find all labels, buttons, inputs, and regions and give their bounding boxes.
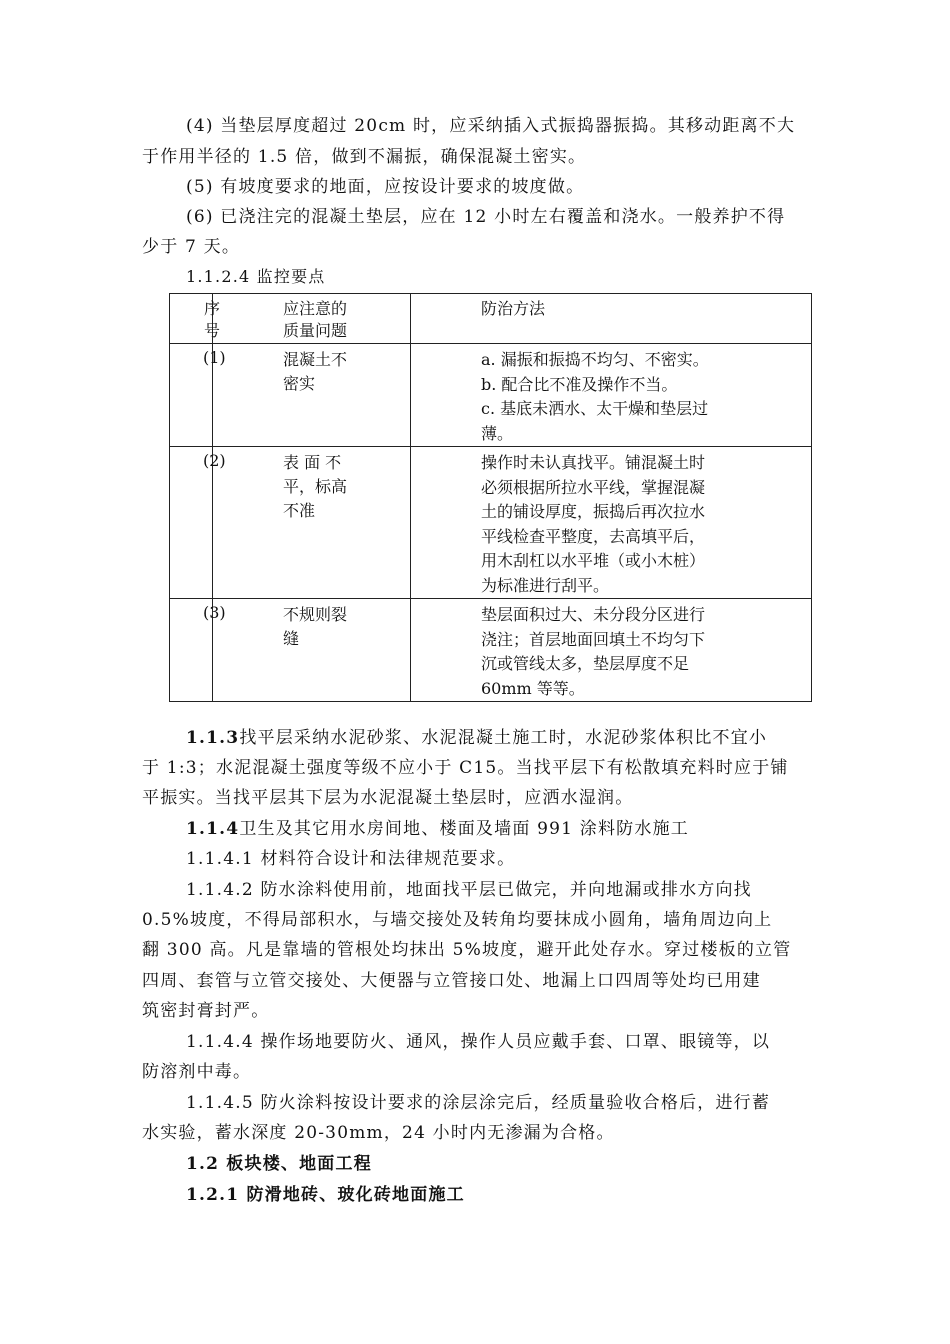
header-method: 防治方法 (481, 299, 546, 318)
section-1145-line: 水实验，蓄水深度 20-30mm，24 小时内无渗漏为合格。 (142, 1123, 615, 1143)
section-1142-line: 0.5%坡度，不得局部积水，与墙交接处及转角均要抹成小圆角，墙角周边向上 (142, 910, 773, 930)
section-1142-line: 筑密封膏封严。 (142, 1001, 270, 1021)
issue-line: 密实 (283, 374, 316, 393)
issue-line: 缝 (283, 629, 300, 648)
table-header-row (170, 294, 812, 344)
method-line: 为标准进行刮平。 (481, 575, 610, 595)
row-number: (1) (203, 348, 226, 367)
method-line: 土的铺设厚度，振捣后再次拉水 (481, 502, 706, 521)
section-113-line: 1.1.3找平层采纳水泥砂浆、水泥混凝土施工时，水泥砂浆体积比不宜小 (186, 728, 768, 748)
issue-line: 不准 (283, 501, 316, 520)
table-row (170, 447, 812, 599)
row-number: (3) (203, 603, 226, 622)
section-1142-line: 四周、套管与立管交接处、大便器与立管接口处、地漏上口四周等处均已用建 (142, 971, 761, 991)
section-1144-line: 1.1.4.4 操作场地要防火、通风，操作人员应戴手套、口罩、眼镜等，以 (186, 1032, 771, 1052)
method-line: 操作时未认真找平。铺混凝土时 (481, 453, 706, 472)
method-line: 60mm 等等。 (481, 678, 585, 698)
method-line: 浇注；首层地面回填土不均匀下 (481, 629, 706, 649)
section-heading-1124: 1.1.2.4 监控要点 (186, 267, 326, 286)
method-line: 平线检查平整度，去高填平后， (481, 526, 706, 546)
table-row (170, 344, 812, 447)
paragraph-line: (4) 当垫层厚度超过 20cm 时，应采纳插入式振捣器振捣。其移动距离不大 (186, 116, 796, 136)
paragraph-line: 于作用半径的 1.5 倍，做到不漏振，确保混凝土密实。 (142, 147, 587, 167)
paragraph-line: (6) 已浇注完的混凝土垫层，应在 12 小时左右覆盖和浇水。一般养护不得 (186, 207, 786, 227)
section-1142-line: 翻 300 高。凡是靠墙的管根处均抹出 5%坡度，避开此处存水。穿过楼板的立管 (142, 940, 792, 960)
method-line: 垫层面积过大、未分段分区进行 (481, 605, 706, 624)
header-no-line2: 号 (204, 321, 221, 340)
method-line: 沉或管线太多，垫层厚度不足 (481, 654, 690, 673)
method-line: 薄。 (481, 423, 514, 443)
issue-line: 不规则裂 (283, 605, 348, 624)
row-number: (2) (203, 451, 226, 470)
header-issue-cell (213, 294, 411, 344)
header-issue-line2: 质量问题 (283, 321, 348, 340)
header-no-line1: 序 (204, 299, 221, 318)
header-method-cell (411, 294, 812, 344)
table-row (170, 599, 812, 702)
paragraph-line: (5) 有坡度要求的地面，应按设计要求的坡度做。 (186, 177, 585, 197)
section-113-number: 1.1.3 (186, 728, 240, 748)
method-line: c. 基底未洒水、太干燥和垫层过 (481, 399, 709, 418)
monitor-table (169, 293, 812, 702)
section-1145-line: 1.1.4.5 防火涂料按设计要求的涂层涂完后，经质量验收合格后，进行蓄 (186, 1093, 771, 1113)
method-line: a. 漏振和振捣不均匀、不密实。 (481, 350, 709, 369)
section-1142-line: 1.1.4.2 防水涂料使用前，地面找平层已做完，并向地漏或排水方向找 (186, 880, 752, 900)
section-113-line: 于 1:3；水泥混凝土强度等级不应小于 C15。当找平层下有松散填充料时应于铺 (142, 758, 789, 778)
section-1141: 1.1.4.1 材料符合设计和法律规范要求。 (186, 849, 516, 869)
section-1144-line: 防溶剂中毒。 (142, 1062, 252, 1082)
header-issue-line1: 应注意的 (283, 299, 348, 318)
method-line: 用木刮杠以水平堆（或小木桩） (481, 551, 706, 570)
method-line: 必须根据所拉水平线，掌握混凝 (481, 477, 706, 497)
section-113-line: 平振实。当找平层其下层为水泥混凝土垫层时，应洒水湿润。 (142, 788, 634, 808)
method-line: b. 配合比不准及操作不当。 (481, 374, 678, 394)
section-heading-12: 1.2 板块楼、地面工程 (186, 1154, 372, 1174)
issue-line: 表 面 不 (283, 453, 342, 472)
issue-line: 混凝土不 (283, 350, 348, 369)
section-heading-121: 1.2.1 防滑地砖、玻化砖地面施工 (186, 1185, 465, 1205)
paragraph-line: 少于 7 天。 (142, 237, 241, 257)
header-no-cell (170, 294, 221, 344)
issue-line: 平，标高 (283, 477, 348, 496)
section-114-number: 1.1.4 (186, 819, 240, 839)
section-114-heading: 1.1.4卫生及其它用水房间地、楼面及墙面 991 涂料防水施工 (186, 819, 689, 839)
